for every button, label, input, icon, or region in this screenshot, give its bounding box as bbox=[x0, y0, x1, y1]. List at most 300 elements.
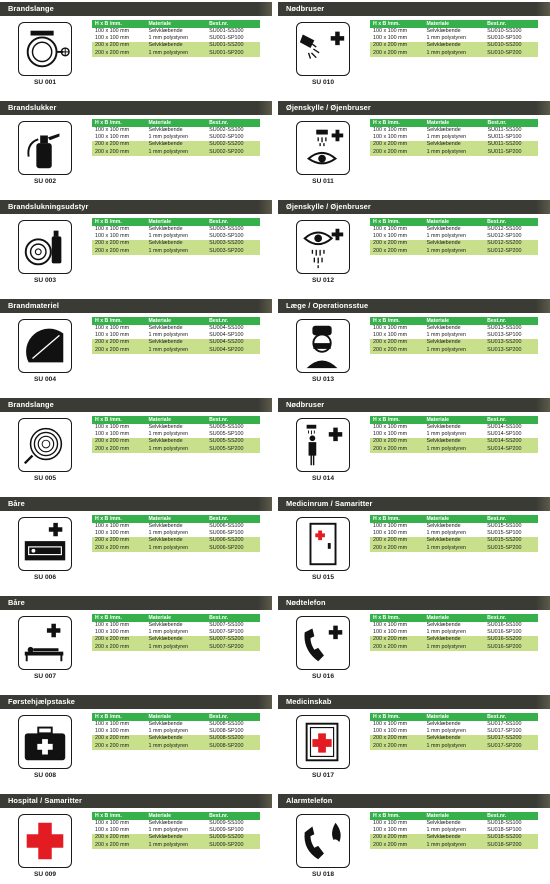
cell-order-no: SU017-SP100 bbox=[487, 728, 522, 735]
cell-size: 100 x 100 mm bbox=[373, 134, 408, 141]
cell-order-no: SU010-SP200 bbox=[484, 50, 538, 57]
spec-header-row bbox=[370, 416, 538, 424]
cell-order-no: SU012-SP200 bbox=[484, 248, 538, 255]
spec-row bbox=[370, 339, 538, 346]
spec-row bbox=[370, 735, 538, 742]
product-card-su-014 bbox=[278, 398, 550, 488]
spec-row bbox=[370, 347, 538, 354]
cell-material: Selvklæbende bbox=[423, 636, 484, 643]
product-code: SU 003 bbox=[34, 277, 56, 284]
spec-table bbox=[370, 317, 538, 354]
spec-row bbox=[370, 226, 538, 233]
cell-order-no: SU014-SP100 bbox=[487, 431, 522, 438]
cell-material: Selvklæbende bbox=[426, 622, 461, 628]
product-title: Brandslukningsudstyr bbox=[0, 200, 272, 214]
product-title: Brandslange bbox=[0, 2, 272, 16]
cell-size: 100 x 100 mm bbox=[95, 134, 130, 141]
cell-size: 200 x 200 mm bbox=[92, 636, 145, 643]
cell-order-no: SU017-SP200 bbox=[484, 743, 538, 750]
cell-size: 100 x 100 mm bbox=[95, 28, 130, 34]
product-body bbox=[0, 214, 272, 290]
cell-size: 100 x 100 mm bbox=[95, 721, 130, 727]
cell-order-no: SU012-SP100 bbox=[487, 233, 522, 240]
cell-size: 100 x 100 mm bbox=[95, 233, 130, 240]
cell-material: Selvklæbende bbox=[423, 735, 484, 742]
spec-row bbox=[370, 233, 538, 240]
cell-size: 100 x 100 mm bbox=[373, 721, 408, 727]
cell-material: 1 mm polystyren bbox=[423, 446, 484, 453]
cell-material: Selvklæbende bbox=[148, 721, 183, 727]
cell-order-no: SU004-SS100 bbox=[209, 325, 244, 331]
medicine-cabinet-icon bbox=[296, 715, 350, 769]
cell-material: Selvklæbende bbox=[145, 636, 206, 643]
cell-material: Selvklæbende bbox=[148, 424, 183, 430]
col-material: Materiale bbox=[145, 317, 206, 325]
cell-size: 100 x 100 mm bbox=[95, 431, 130, 438]
spec-row bbox=[92, 226, 260, 233]
spec-table bbox=[370, 119, 538, 156]
cell-order-no: SU007-SP200 bbox=[206, 644, 260, 651]
cell-order-no: SU009-SP100 bbox=[209, 827, 244, 834]
cell-size: 200 x 200 mm bbox=[92, 141, 145, 148]
cell-material: 1 mm polystyren bbox=[148, 728, 189, 735]
cell-order-no: SU007-SP100 bbox=[209, 629, 244, 636]
product-body bbox=[0, 511, 272, 587]
product-body bbox=[278, 511, 550, 587]
cell-material: Selvklæbende bbox=[148, 28, 183, 34]
cell-material: 1 mm polystyren bbox=[426, 332, 467, 339]
product-title: Nødbruser bbox=[278, 2, 550, 16]
col-order-no: Best.nr. bbox=[206, 614, 260, 622]
cell-material: 1 mm polystyren bbox=[426, 629, 467, 636]
cell-size: 200 x 200 mm bbox=[92, 438, 145, 445]
cell-size: 200 x 200 mm bbox=[92, 240, 145, 247]
product-title: Brandslange bbox=[0, 398, 272, 412]
spec-header-row bbox=[370, 614, 538, 622]
product-body bbox=[0, 610, 272, 686]
cell-material: Selvklæbende bbox=[423, 339, 484, 346]
spec-row bbox=[370, 537, 538, 544]
cell-size: 100 x 100 mm bbox=[95, 622, 130, 628]
cell-size: 100 x 100 mm bbox=[373, 325, 408, 331]
spec-row bbox=[370, 240, 538, 247]
col-order-no: Best.nr. bbox=[484, 614, 538, 622]
cell-order-no: SU001-SP200 bbox=[206, 50, 260, 57]
spec-row bbox=[92, 523, 260, 530]
cell-size: 100 x 100 mm bbox=[95, 728, 130, 735]
spec-table bbox=[370, 416, 538, 453]
cell-material: Selvklæbende bbox=[426, 226, 461, 232]
col-order-no: Best.nr. bbox=[206, 812, 260, 820]
product-card-su-015 bbox=[278, 497, 550, 587]
col-size: H x B /mm. bbox=[92, 713, 145, 721]
cell-order-no: SU013-SS100 bbox=[487, 325, 522, 331]
spec-header-row bbox=[92, 812, 260, 820]
product-title: Brandslukker bbox=[0, 101, 272, 115]
cell-material: Selvklæbende bbox=[148, 226, 183, 232]
cell-order-no: SU011-SS200 bbox=[484, 141, 538, 148]
spec-row bbox=[92, 743, 260, 750]
spec-row bbox=[370, 446, 538, 453]
spec-row bbox=[370, 728, 538, 735]
spec-row bbox=[370, 721, 538, 728]
col-material: Materiale bbox=[423, 218, 484, 226]
spec-row bbox=[92, 127, 260, 134]
spec-row bbox=[92, 721, 260, 728]
cell-material: Selvklæbende bbox=[145, 141, 206, 148]
cell-size: 100 x 100 mm bbox=[373, 226, 408, 232]
cell-size: 100 x 100 mm bbox=[95, 226, 130, 232]
col-material: Materiale bbox=[423, 20, 484, 28]
spec-header-row bbox=[370, 515, 538, 523]
product-body bbox=[0, 709, 272, 785]
spec-header-row bbox=[92, 515, 260, 523]
product-title: Nødbruser bbox=[278, 398, 550, 412]
spec-header-row bbox=[370, 119, 538, 127]
spec-row bbox=[92, 431, 260, 438]
product-code: SU 001 bbox=[34, 79, 56, 86]
cell-size: 100 x 100 mm bbox=[95, 332, 130, 339]
cell-order-no: SU011-SS100 bbox=[487, 127, 522, 133]
cell-order-no: SU006-SP100 bbox=[209, 530, 244, 537]
col-material: Materiale bbox=[145, 713, 206, 721]
cell-material: Selvklæbende bbox=[426, 424, 461, 430]
cell-order-no: SU010-SP100 bbox=[487, 35, 522, 42]
cell-order-no: SU007-SS200 bbox=[206, 636, 260, 643]
cell-material: 1 mm polystyren bbox=[148, 827, 189, 834]
cell-material: Selvklæbende bbox=[424, 141, 485, 148]
spec-header-row bbox=[370, 713, 538, 721]
spec-header-row bbox=[92, 416, 260, 424]
spec-row bbox=[370, 134, 538, 141]
product-title: Alarmtelefon bbox=[278, 794, 550, 808]
spec-header-row bbox=[92, 20, 260, 28]
col-size: H x B /mm. bbox=[92, 218, 145, 226]
spec-table bbox=[370, 614, 538, 651]
cell-order-no: SU005-SP100 bbox=[209, 431, 244, 438]
first-aid-kit-icon bbox=[18, 715, 72, 769]
cell-material: 1 mm polystyren bbox=[145, 842, 206, 849]
cell-size: 200 x 200 mm bbox=[370, 537, 423, 544]
product-title: Førstehjælpstaske bbox=[0, 695, 272, 709]
col-order-no: Best.nr. bbox=[484, 218, 538, 226]
eye-wash-shower-icon bbox=[296, 121, 350, 175]
product-title: Læge / Operationsstue bbox=[278, 299, 550, 313]
person-shower-icon bbox=[296, 418, 350, 472]
col-order-no: Best.nr. bbox=[206, 20, 260, 28]
product-title: Øjenskylle / Øjenbruser bbox=[278, 200, 550, 214]
product-card-su-012 bbox=[278, 200, 550, 290]
spec-header-row bbox=[370, 20, 538, 28]
col-material: Materiale bbox=[145, 218, 206, 226]
cell-size: 100 x 100 mm bbox=[373, 827, 408, 834]
spec-table bbox=[370, 20, 538, 57]
spec-row bbox=[92, 438, 260, 445]
cell-size: 200 x 200 mm bbox=[370, 735, 423, 742]
spec-row bbox=[92, 622, 260, 629]
cell-size: 200 x 200 mm bbox=[92, 50, 145, 57]
cell-order-no: SU005-SS100 bbox=[209, 424, 244, 430]
coiled-hose-icon bbox=[18, 418, 72, 472]
spec-row bbox=[370, 332, 538, 339]
cell-size: 200 x 200 mm bbox=[92, 339, 145, 346]
cell-size: 100 x 100 mm bbox=[95, 523, 130, 529]
cell-size: 100 x 100 mm bbox=[373, 820, 408, 826]
cell-order-no: SU009-SP200 bbox=[206, 842, 260, 849]
cell-size: 200 x 200 mm bbox=[92, 545, 145, 552]
cell-order-no: SU005-SS200 bbox=[206, 438, 260, 445]
col-material: Materiale bbox=[145, 20, 206, 28]
spec-table bbox=[370, 515, 538, 552]
product-title: Båre bbox=[0, 596, 272, 610]
col-order-no: Best.nr. bbox=[484, 20, 538, 28]
cell-material: 1 mm polystyren bbox=[148, 233, 189, 240]
cell-material: 1 mm polystyren bbox=[148, 629, 189, 636]
cell-size: 200 x 200 mm bbox=[370, 842, 423, 849]
cell-size: 100 x 100 mm bbox=[373, 233, 408, 240]
spec-row bbox=[370, 50, 538, 57]
cell-material: 1 mm polystyren bbox=[423, 842, 484, 849]
spec-row bbox=[370, 438, 538, 445]
product-body bbox=[278, 808, 550, 884]
col-size: H x B /mm. bbox=[92, 416, 145, 424]
cell-order-no: SU001-SP100 bbox=[209, 35, 244, 42]
col-order-no: Best.nr. bbox=[484, 119, 538, 127]
product-card-su-002 bbox=[0, 101, 272, 191]
cell-size: 200 x 200 mm bbox=[92, 42, 145, 49]
product-card-su-018 bbox=[278, 794, 550, 884]
cell-material: 1 mm polystyren bbox=[426, 827, 467, 834]
spec-row bbox=[92, 827, 260, 834]
col-material: Materiale bbox=[423, 416, 484, 424]
cell-order-no: SU016-SS100 bbox=[487, 622, 522, 628]
cell-material: 1 mm polystyren bbox=[145, 446, 206, 453]
cell-order-no: SU010-SS100 bbox=[487, 28, 522, 34]
cell-material: 1 mm polystyren bbox=[145, 743, 206, 750]
cell-material: 1 mm polystyren bbox=[148, 431, 189, 438]
spec-row bbox=[370, 743, 538, 750]
spec-row bbox=[92, 141, 260, 148]
product-card-su-010 bbox=[278, 2, 550, 92]
col-material: Materiale bbox=[145, 416, 206, 424]
spec-row bbox=[92, 28, 260, 35]
cell-order-no: SU001-SS200 bbox=[206, 42, 260, 49]
cell-material: Selvklæbende bbox=[145, 735, 206, 742]
spec-row bbox=[370, 523, 538, 530]
cell-size: 100 x 100 mm bbox=[373, 431, 408, 438]
product-card-su-011 bbox=[278, 101, 550, 191]
cell-size: 200 x 200 mm bbox=[92, 149, 145, 156]
col-order-no: Best.nr. bbox=[206, 218, 260, 226]
cell-order-no: SU009-SS100 bbox=[209, 820, 244, 826]
cell-material: 1 mm polystyren bbox=[145, 347, 206, 354]
col-material: Materiale bbox=[145, 119, 206, 127]
product-card-su-004 bbox=[0, 299, 272, 389]
cell-order-no: SU014-SS100 bbox=[487, 424, 522, 430]
cell-size: 200 x 200 mm bbox=[92, 842, 145, 849]
cell-order-no: SU013-SP200 bbox=[484, 347, 538, 354]
spec-row bbox=[92, 339, 260, 346]
product-body bbox=[0, 808, 272, 884]
spec-row bbox=[92, 820, 260, 827]
product-code: SU 017 bbox=[312, 772, 334, 779]
spec-table bbox=[92, 119, 260, 156]
product-body bbox=[0, 313, 272, 389]
product-body bbox=[278, 16, 550, 92]
col-material: Materiale bbox=[424, 119, 485, 127]
stretcher-icon bbox=[18, 616, 72, 670]
col-size: H x B /mm. bbox=[92, 812, 145, 820]
cell-material: 1 mm polystyren bbox=[148, 332, 189, 339]
cell-material: Selvklæbende bbox=[145, 42, 206, 49]
firefighting-equipment-icon bbox=[18, 220, 72, 274]
cell-material: 1 mm polystyren bbox=[145, 248, 206, 255]
product-body bbox=[278, 709, 550, 785]
product-title: Øjenskylle / Øjenbruser bbox=[278, 101, 550, 115]
spec-row bbox=[92, 636, 260, 643]
product-code: SU 005 bbox=[34, 475, 56, 482]
product-code: SU 009 bbox=[34, 871, 56, 878]
cell-material: Selvklæbende bbox=[148, 325, 183, 331]
product-code: SU 002 bbox=[34, 178, 56, 185]
cell-size: 200 x 200 mm bbox=[370, 743, 423, 750]
product-card-su-001 bbox=[0, 2, 272, 92]
spec-row bbox=[92, 545, 260, 552]
cell-size: 200 x 200 mm bbox=[370, 50, 423, 57]
col-size: H x B /mm. bbox=[92, 119, 145, 127]
cell-material: 1 mm polystyren bbox=[423, 644, 484, 651]
col-material: Materiale bbox=[423, 812, 484, 820]
spec-row bbox=[370, 42, 538, 49]
col-size: H x B /mm. bbox=[370, 713, 423, 721]
emergency-shower-icon bbox=[296, 22, 350, 76]
col-size: H x B /mm. bbox=[370, 416, 423, 424]
cell-material: Selvklæbende bbox=[426, 820, 461, 826]
cell-order-no: SU006-SS100 bbox=[209, 523, 244, 529]
cell-material: Selvklæbende bbox=[148, 127, 183, 133]
spec-row bbox=[370, 248, 538, 255]
product-body bbox=[278, 412, 550, 488]
cell-material: 1 mm polystyren bbox=[423, 50, 484, 57]
col-material: Materiale bbox=[423, 713, 484, 721]
product-code: SU 015 bbox=[312, 574, 334, 581]
cell-material: 1 mm polystyren bbox=[426, 431, 467, 438]
cell-size: 100 x 100 mm bbox=[95, 424, 130, 430]
spec-row bbox=[92, 424, 260, 431]
spec-table bbox=[92, 515, 260, 552]
cell-size: 100 x 100 mm bbox=[373, 523, 408, 529]
cell-order-no: SU002-SP100 bbox=[209, 134, 244, 141]
cell-order-no: SU002-SS100 bbox=[209, 127, 244, 133]
product-code: SU 016 bbox=[312, 673, 334, 680]
cell-size: 100 x 100 mm bbox=[95, 35, 130, 42]
cell-material: 1 mm polystyren bbox=[148, 530, 189, 537]
col-order-no: Best.nr. bbox=[206, 119, 260, 127]
cell-material: 1 mm polystyren bbox=[426, 35, 467, 42]
product-body bbox=[0, 115, 272, 191]
col-size: H x B /mm. bbox=[370, 119, 424, 127]
product-card-su-017 bbox=[278, 695, 550, 785]
product-body bbox=[278, 214, 550, 290]
product-code: SU 014 bbox=[312, 475, 334, 482]
cell-order-no: SU010-SS200 bbox=[484, 42, 538, 49]
cell-size: 100 x 100 mm bbox=[373, 728, 408, 735]
cell-order-no: SU012-SS200 bbox=[484, 240, 538, 247]
cell-size: 100 x 100 mm bbox=[373, 332, 408, 339]
spec-row bbox=[92, 537, 260, 544]
cell-order-no: SU018-SP100 bbox=[487, 827, 522, 834]
cell-material: Selvklæbende bbox=[423, 834, 484, 841]
cell-size: 200 x 200 mm bbox=[370, 636, 423, 643]
spec-row bbox=[92, 347, 260, 354]
spec-row bbox=[370, 834, 538, 841]
cell-material: 1 mm polystyren bbox=[145, 50, 206, 57]
spec-row bbox=[92, 42, 260, 49]
cell-order-no: SU017-SS100 bbox=[487, 721, 522, 727]
col-order-no: Best.nr. bbox=[484, 515, 538, 523]
cell-order-no: SU003-SP200 bbox=[206, 248, 260, 255]
product-code: SU 013 bbox=[312, 376, 334, 383]
product-title: Medicinskab bbox=[278, 695, 550, 709]
fire-extinguisher-icon bbox=[18, 121, 72, 175]
cell-size: 100 x 100 mm bbox=[95, 629, 130, 636]
col-size: H x B /mm. bbox=[92, 20, 145, 28]
cell-order-no: SU009-SS200 bbox=[206, 834, 260, 841]
product-code: SU 008 bbox=[34, 772, 56, 779]
spec-row bbox=[370, 827, 538, 834]
cell-material: 1 mm polystyren bbox=[426, 233, 467, 240]
spec-header-row bbox=[370, 812, 538, 820]
spec-header-row bbox=[92, 614, 260, 622]
col-order-no: Best.nr. bbox=[484, 812, 538, 820]
cell-order-no: SU005-SP200 bbox=[206, 446, 260, 453]
spec-row bbox=[370, 842, 538, 849]
spec-row bbox=[370, 644, 538, 651]
cell-size: 100 x 100 mm bbox=[95, 820, 130, 826]
cell-order-no: SU004-SS200 bbox=[206, 339, 260, 346]
col-material: Materiale bbox=[423, 317, 484, 325]
emergency-phone-icon bbox=[296, 616, 350, 670]
cell-material: 1 mm polystyren bbox=[426, 530, 467, 537]
cell-size: 100 x 100 mm bbox=[95, 127, 130, 133]
cell-size: 100 x 100 mm bbox=[373, 629, 408, 636]
spec-row bbox=[370, 28, 538, 35]
product-card-su-008 bbox=[0, 695, 272, 785]
spec-table bbox=[92, 713, 260, 750]
spec-row bbox=[92, 233, 260, 240]
cell-size: 200 x 200 mm bbox=[370, 141, 424, 148]
cell-material: 1 mm polystyren bbox=[424, 149, 485, 156]
col-order-no: Best.nr. bbox=[206, 416, 260, 424]
cell-material: Selvklæbende bbox=[426, 721, 461, 727]
product-body bbox=[278, 313, 550, 389]
spec-row bbox=[92, 842, 260, 849]
cell-size: 100 x 100 mm bbox=[95, 530, 130, 537]
spec-row bbox=[370, 149, 538, 156]
cell-size: 200 x 200 mm bbox=[92, 743, 145, 750]
product-body bbox=[0, 16, 272, 92]
col-order-no: Best.nr. bbox=[206, 515, 260, 523]
cell-order-no: SU018-SP200 bbox=[484, 842, 538, 849]
cell-order-no: SU006-SS200 bbox=[206, 537, 260, 544]
cell-size: 200 x 200 mm bbox=[370, 545, 423, 552]
spec-row bbox=[92, 325, 260, 332]
spec-row bbox=[92, 240, 260, 247]
cell-order-no: SU002-SS200 bbox=[206, 141, 260, 148]
col-size: H x B /mm. bbox=[92, 515, 145, 523]
spec-row bbox=[92, 248, 260, 255]
cell-material: Selvklæbende bbox=[423, 240, 484, 247]
